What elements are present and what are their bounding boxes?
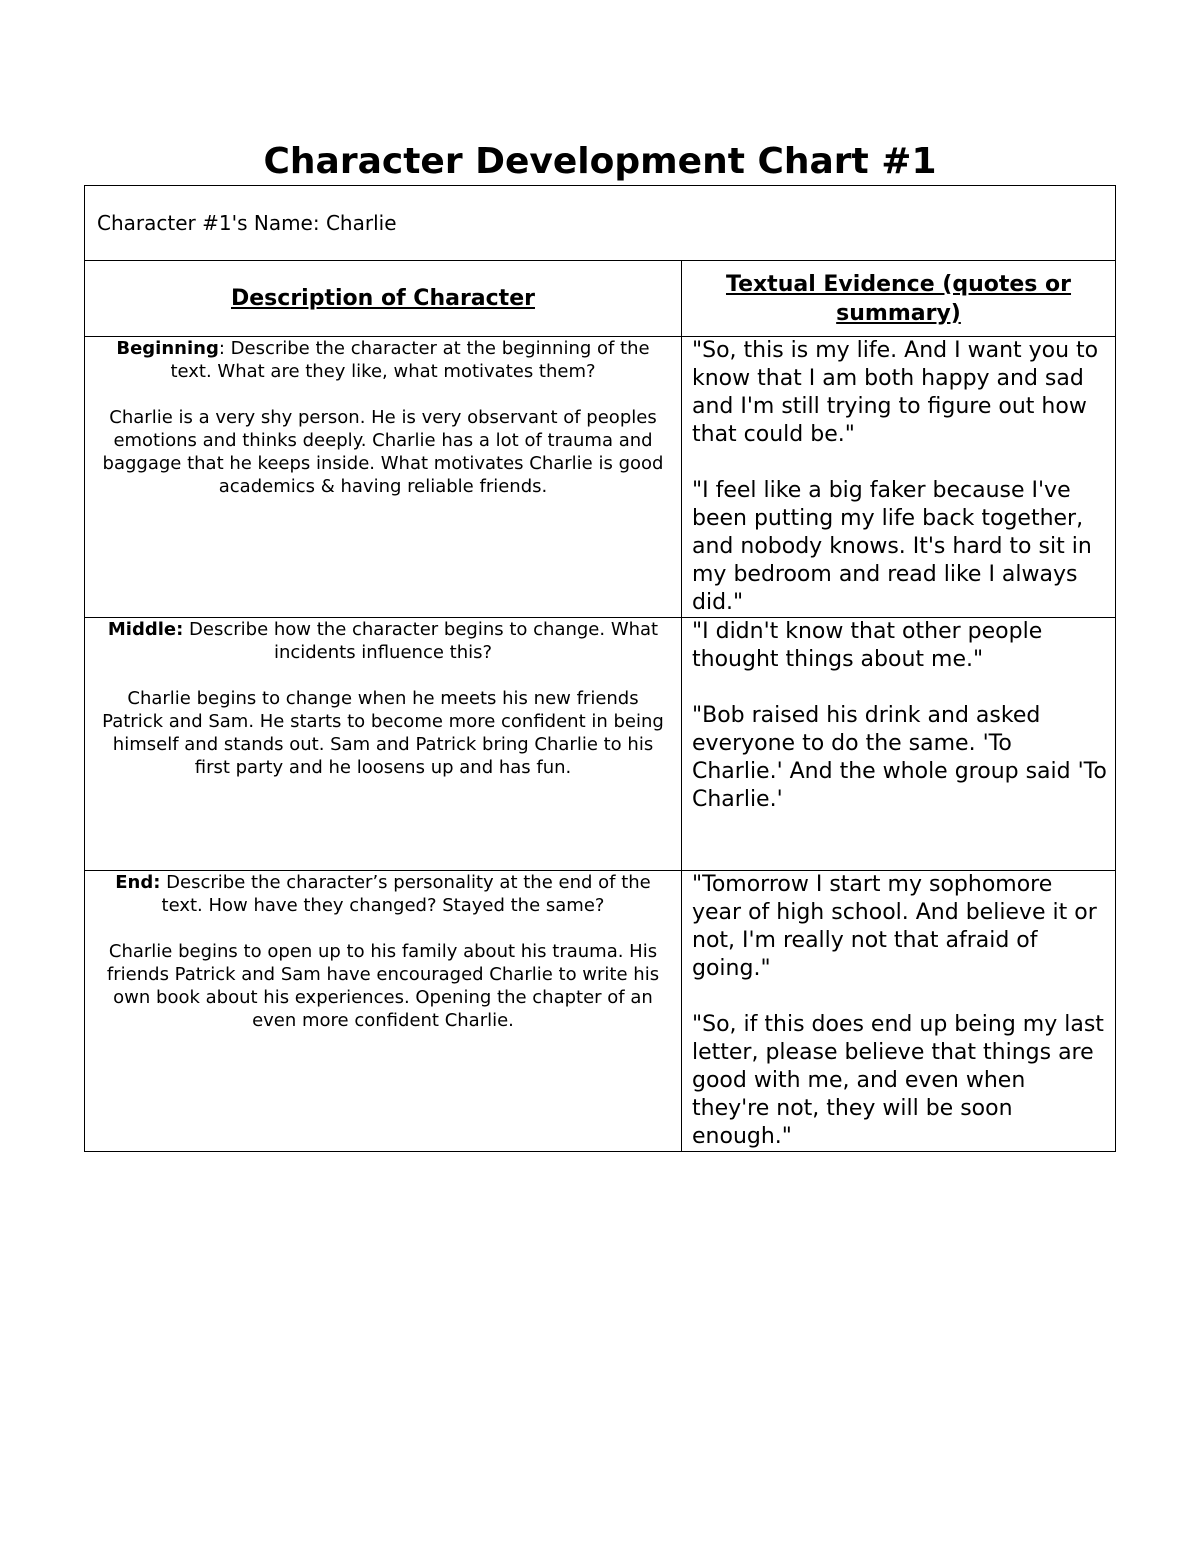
- table-row: [85, 337, 1116, 618]
- quote-2: "I feel like a big faker because I've been putting my life back together, and nobody knows. It's hard to sit in my bedroom and read like I always did.": [692, 478, 1092, 615]
- character-name-label: Character #1's Name:: [97, 211, 320, 235]
- page-title: Character Development Chart #1: [263, 141, 937, 182]
- stage-answer: Charlie begins to open up to his family about his trauma. His friends Patrick and Sam have encouraged Charlie to write his own book about his experiences. Opening the chapter of an even more confident Charlie.: [106, 941, 660, 1031]
- description-cell-middle: [85, 618, 682, 871]
- description-cell-end: [85, 871, 682, 1152]
- stage-label: Middle:: [107, 619, 184, 640]
- description-header: Description of Character: [85, 261, 682, 337]
- stage-answer: Charlie begins to change when he meets his new friends Patrick and Sam. He starts to become more confident in being himself and stands out. Sam and Patrick bring Charlie to his first party and he loosens up and has fun.: [102, 688, 664, 778]
- quote-2: "Bob raised his drink and asked everyone to do the same. 'To Charlie.' And the whole group said 'To Charlie.': [692, 703, 1107, 812]
- quote-1: "I didn't know that other people thought things about me.": [692, 619, 1043, 672]
- prompt-text: : Describe the character at the beginning of the text. What are they like, what motivates them?: [170, 338, 650, 382]
- stage-label: Beginning: [116, 338, 219, 359]
- character-name-value: Charlie: [325, 211, 397, 235]
- stage-prompt: [99, 871, 667, 917]
- description-cell-beginning: [85, 337, 682, 618]
- character-name-cell: [85, 186, 1116, 261]
- table-row: [85, 871, 1116, 1152]
- stage-prompt: [99, 618, 667, 664]
- evidence-cell-middle: [682, 618, 1116, 871]
- stage-answer: Charlie is a very shy person. He is very observant of peoples emotions and thinks deeply. Charlie has a lot of trauma and baggage that he keeps inside. What motivates Charlie is good academics & having reliable friends.: [102, 407, 664, 497]
- evidence-cell-beginning: [682, 337, 1116, 618]
- prompt-text: Describe how the character begins to change. What incidents influence this?: [183, 619, 659, 663]
- evidence-header: Textual Evidence (quotes or summary): [682, 261, 1116, 337]
- prompt-text: Describe the character’s personality at the end of the text. How have they changed? Stayed the same?: [160, 872, 651, 916]
- header-row: [85, 261, 1116, 337]
- stage-label: End:: [115, 872, 161, 893]
- character-name-row: [85, 186, 1116, 261]
- stage-prompt: [99, 337, 667, 383]
- quote-2: "So, if this does end up being my last letter, please believe that things are good with me, and even when they're not, they will be soon enough.": [692, 1012, 1104, 1149]
- evidence-cell-end: [682, 871, 1116, 1152]
- table-row: [85, 618, 1116, 871]
- quote-1: "Tomorrow I start my sophomore year of high school. And believe it or not, I'm really not that afraid of going.": [692, 872, 1097, 981]
- character-development-table: [84, 185, 1116, 1152]
- quote-1: "So, this is my life. And I want you to know that I am both happy and sad and I'm still trying to figure out how that could be.": [692, 338, 1099, 447]
